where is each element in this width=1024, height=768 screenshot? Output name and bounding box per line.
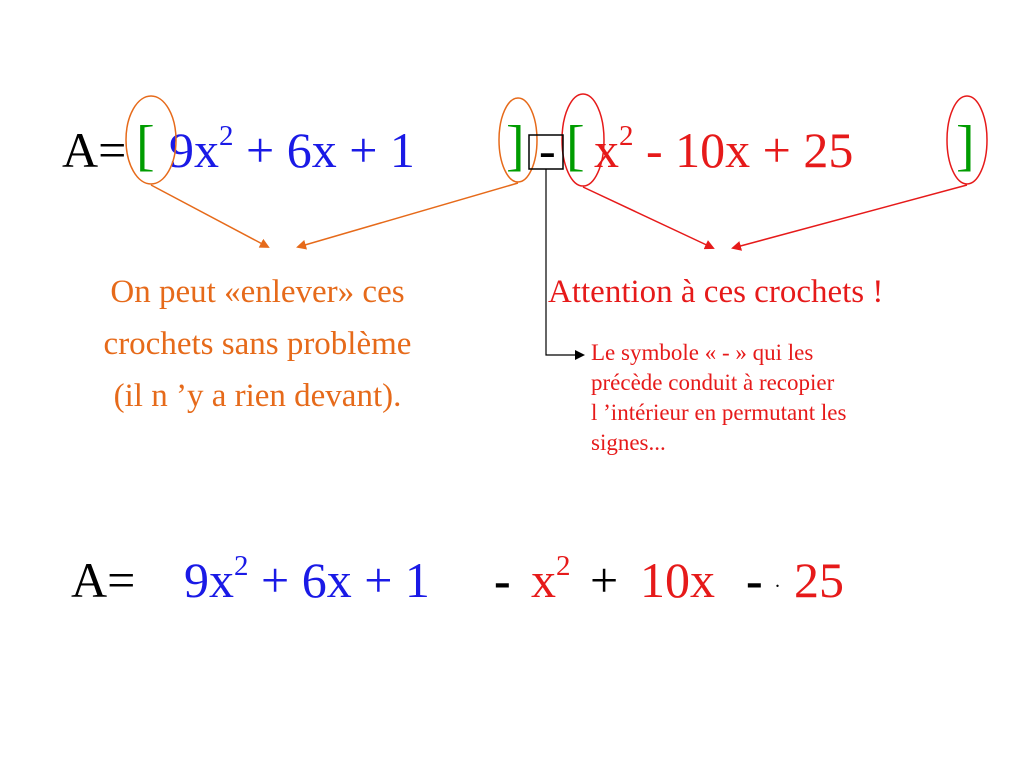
- pointer-arrow-icon: [733, 185, 967, 248]
- first-line-exponent-2: 2: [619, 120, 634, 152]
- second-line-minus-1: -: [494, 552, 511, 608]
- note-left: [30, 266, 485, 422]
- second-line-exponent-1: 2: [234, 550, 249, 582]
- pointer-arrow-icon: [583, 187, 713, 248]
- note-left-line-2: crochets sans problème: [103, 326, 412, 362]
- second-line-term-10x: 10x: [640, 552, 715, 608]
- first-line-exponent-1: 2: [219, 120, 234, 152]
- highlight-ellipse-icon: [126, 96, 176, 184]
- note-right-body: [591, 338, 846, 458]
- first-line-minus-sign: -: [539, 122, 556, 178]
- first-line-term-9x-text: 9x: [169, 122, 219, 178]
- second-line-term-9x: [184, 550, 430, 608]
- second-line-a-equals: A=: [71, 552, 136, 608]
- note-left-line-1: On peut «enlever» ces: [110, 274, 405, 310]
- close-bracket-1: ]: [506, 115, 525, 177]
- first-line-term-minus-10x-plus-25: - 10x + 25: [646, 122, 854, 178]
- open-bracket-2: [: [566, 115, 585, 177]
- second-line-minus-2: -: [746, 552, 763, 608]
- note-right-title: Attention à ces crochets !: [548, 274, 884, 310]
- second-line-dot: .: [775, 570, 780, 592]
- note-right-line-1: Le symbole « - » qui les: [591, 340, 814, 365]
- close-bracket-2: ]: [956, 115, 975, 177]
- highlight-ellipse-icon: [562, 94, 604, 186]
- second-line-plus: +: [590, 552, 619, 608]
- note-right-line-4: signes...: [591, 430, 666, 455]
- first-line-a-equals: A=: [62, 122, 127, 178]
- note-right-line-2: précède conduit à recopier: [591, 370, 835, 395]
- second-line-term-9x-text: 9x: [184, 552, 234, 608]
- first-line-term-6x-plus-1: + 6x + 1: [246, 122, 415, 178]
- pointer-arrow-icon: [546, 169, 583, 355]
- note-right-line-3: l ’intérieur en permutant les: [591, 400, 847, 425]
- pointer-arrow-icon: [298, 183, 518, 247]
- note-left-line-3: (il n ’y a rien devant).: [113, 378, 402, 414]
- highlight-ellipse-icon: [947, 96, 987, 184]
- open-bracket-1: [: [136, 115, 155, 177]
- pointer-arrow-icon: [151, 185, 268, 247]
- first-line-term-x-text: x: [594, 122, 619, 178]
- second-line-term-25: 25: [794, 552, 844, 608]
- second-line-term-6x-plus-1: + 6x + 1: [261, 552, 430, 608]
- second-line-term-x2: [531, 550, 571, 608]
- second-line-exponent-2: 2: [556, 550, 571, 582]
- second-line-term-x-text: x: [531, 552, 556, 608]
